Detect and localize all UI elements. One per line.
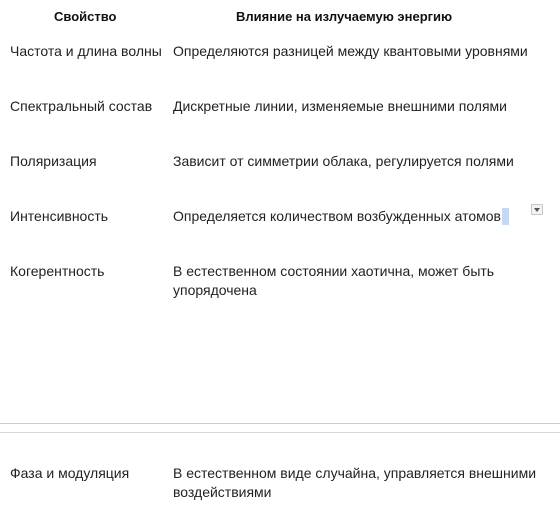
table-cell-effect[interactable]: Определяются разницей между квантовыми уровнями bbox=[173, 43, 528, 59]
table-cell-effect[interactable]: В естественном виде случайна, управляется внешними воздействиями bbox=[173, 465, 537, 500]
table-cell-property[interactable]: Фаза и модуляция bbox=[10, 465, 130, 481]
table-cell-effect[interactable]: Дискретные линии, изменяемые внешними полями bbox=[173, 98, 507, 114]
page-break-divider bbox=[0, 432, 560, 433]
table-cell-effect[interactable]: В естественном состоянии хаотична, может быть упорядочена bbox=[173, 263, 495, 298]
column-header-effect: Влияние на излучаемую энергию bbox=[236, 9, 453, 24]
column-header-property: Свойство bbox=[54, 9, 117, 24]
table-cell-property[interactable]: Частота и длина волны bbox=[10, 43, 162, 59]
table-cell-property[interactable]: Интенсивность bbox=[10, 208, 109, 224]
table-cell-effect-active[interactable] bbox=[173, 207, 558, 226]
cell-text: Определяется количеством возбужденных атомов bbox=[173, 208, 501, 224]
page-break-divider bbox=[0, 423, 560, 424]
table-cell-property[interactable]: Спектральный состав bbox=[10, 98, 153, 114]
table-cell-property[interactable]: Поляризация bbox=[10, 153, 97, 169]
chevron-down-icon bbox=[534, 208, 540, 212]
table-cell-property[interactable]: Когерентность bbox=[10, 263, 105, 279]
cell-dropdown-button[interactable] bbox=[531, 204, 543, 215]
text-cursor-selection bbox=[502, 208, 509, 225]
table-cell-effect[interactable]: Зависит от симметрии облака, регулируется полями bbox=[173, 153, 514, 169]
